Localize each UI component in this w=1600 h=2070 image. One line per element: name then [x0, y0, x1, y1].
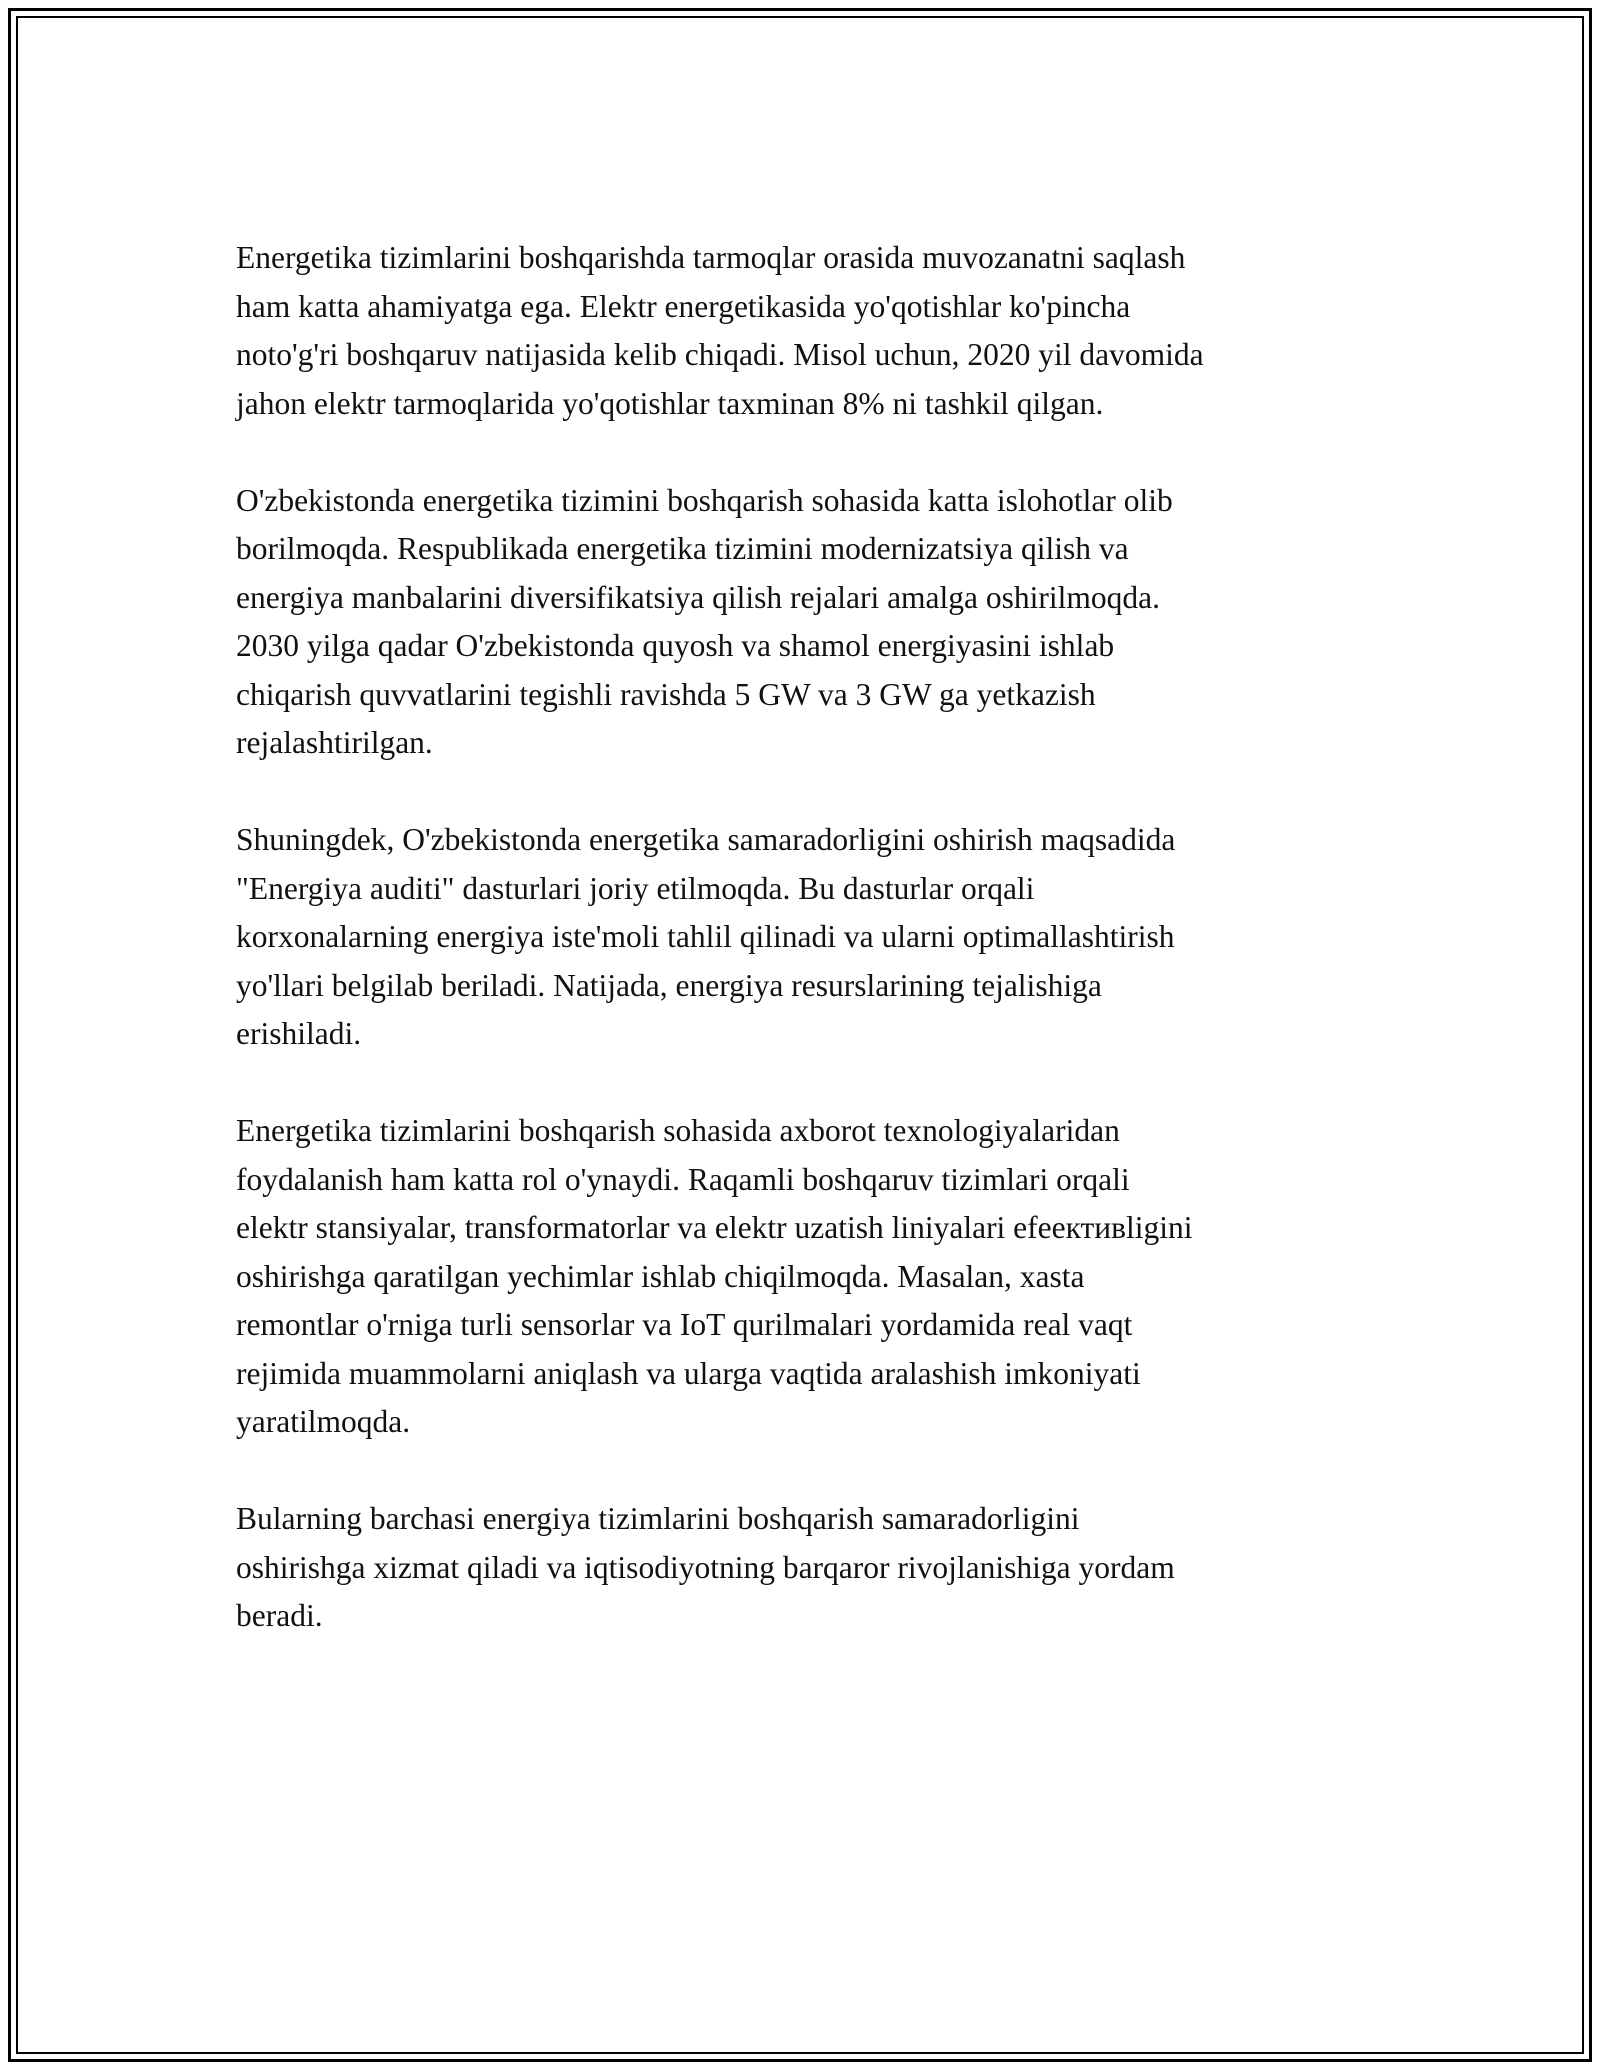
document-body: [236, 234, 1366, 1641]
paragraph-conclusion: Bularning barchasi energiya tizimlarini boshqarish samaradorligini oshirishga xizmat qiladi va iqtisodiyotning barqaror rivojlanishiga yordam beradi.: [236, 1501, 1175, 1633]
paragraph-uzbekistan-reforms: O'zbekistonda energetika tizimini boshqarish sohasida katta islohotlar olib borilmoqda. Respublikada energetika tizimini modernizatsiya qilish va energiya manbalarini diversifikatsiya qilish rejalari amalga oshirilmoqda. 2030 yilga qadar O'zbekistonda quyosh va shamol energiyasini ishlab chiqarish quvvatlarini tegishli ravishda 5 GW va 3 GW ga yetkazish rejalashtirilgan.: [236, 482, 1173, 760]
paragraph-grid-balance: Energetika tizimlarini boshqarishda tarmoqlar orasida muvozanatni saqlash ham katta ahamiyatga ega. Elektr energetikasida yo'qotishlar ko'pincha noto'g'ri boshqaruv natijasida kelib chiqadi. Misol uchun, 2020 yil davomida jahon elektr tarmoqlarida yo'qotishlar taxminan 8% ni tashkil qilgan.: [236, 240, 1204, 421]
paragraph-energy-audit: Shuningdek, O'zbekistonda energetika samaradorligini oshirish maqsadida "Energiya auditi" dasturlari joriy etilmoqda. Bu dasturlar orqali korxonalarning energiya iste'moli tahlil qilinadi va ularni optimallashtirish yo'llari belgilab beriladi. Natijada, energiya resurslarining tejalishiga erishiladi.: [236, 822, 1176, 1051]
paragraph-information-technology: Energetika tizimlarini boshqarish sohasida axborot texnologiyalaridan foydalanish ham katta rol o'ynaydi. Raqamli boshqaruv tizimlari orqali elektr stansiyalar, transformatorlar va elektr uzatish liniyalari efeективligini oshirishga qaratilgan yechimlar ishlab chiqilmoqda. Masalan, xasta remontlar o'rniga turli sensorlar va IoT qurilmalari yordamida real vaqt rejimida muammolarni aniqlash va ularga vaqtida aralashish imkoniyati yaratilmoqda.: [236, 1113, 1193, 1439]
